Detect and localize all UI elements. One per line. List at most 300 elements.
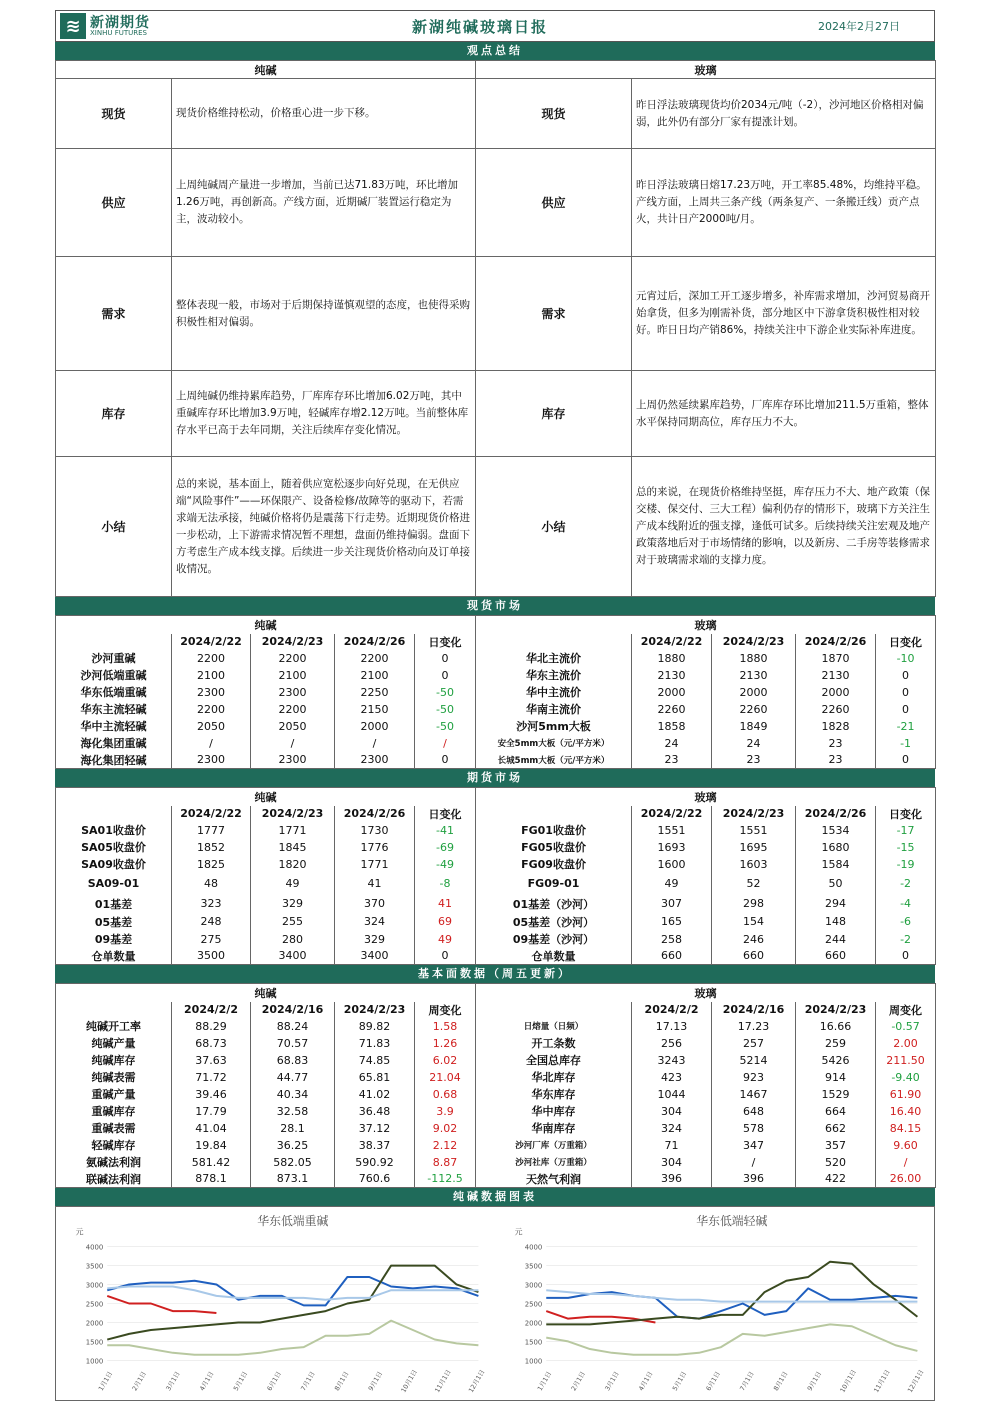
column-header: 2024/2/26 [335,634,415,650]
row-name: 安全5mm大板（元/平方米） [476,735,632,752]
chart-x-tick: 7月1日 [738,1370,756,1393]
table-row [56,895,936,913]
row-name: 09基差 [56,931,172,948]
column-header-blank [476,634,632,650]
row-name: 天然气利润 [476,1171,632,1188]
column-header: 2024/2/22 [172,806,251,822]
cell-value: 1777 [172,822,251,839]
cell-value: 74.85 [335,1052,415,1069]
cell-value: 1870 [796,650,876,667]
cell-value: 2130 [632,667,712,684]
cell-value: 1820 [251,856,335,873]
cell-value: 578 [712,1120,796,1137]
change-value: -8 [415,873,476,895]
row-name: 纯碱库存 [56,1052,172,1069]
chart-y-tick: 3000 [85,1281,104,1290]
spot-table [55,615,936,769]
summary-label: 供应 [476,149,632,257]
column-header: 2024/2/23 [712,634,796,650]
cell-value: 2000 [632,684,712,701]
chart-x-tick: 8月1日 [771,1370,790,1393]
column-header: 2024/2/22 [632,634,712,650]
cell-value: 24 [632,735,712,752]
cell-value: 49 [632,873,712,895]
cell-value: 2200 [251,701,335,718]
logo-name-cn: 新湖期货 [90,14,150,31]
row-name: 华中库存 [476,1103,632,1120]
column-header: 日变化 [415,806,476,822]
cell-value: 2000 [712,684,796,701]
cell-value: 422 [796,1171,876,1188]
cell-value: 1730 [335,822,415,839]
cell-value: 873.1 [251,1171,335,1188]
cell-value: 2200 [172,650,251,667]
change-value: 69 [415,913,476,931]
cell-value: 257 [712,1035,796,1052]
fundamentals-table [55,983,936,1188]
summary-text: 现货价格维持松动，价格重心进一步下移。 [172,79,476,149]
cell-value: 17.79 [172,1103,251,1120]
summary-label: 需求 [56,257,172,371]
row-name: 05基差 [56,913,172,931]
cell-value: 347 [712,1137,796,1154]
cell-value: 1603 [712,856,796,873]
cell-value: 2130 [712,667,796,684]
row-name: SA09收盘价 [56,856,172,873]
cell-value: 19.84 [172,1137,251,1154]
cell-value: 3400 [251,948,335,965]
cell-value: 1600 [632,856,712,873]
summary-label: 小结 [56,457,172,597]
chart-y-tick: 2500 [85,1300,104,1309]
cell-value: 396 [632,1171,712,1188]
row-name: 华东主流价 [476,667,632,684]
cell-value: 24 [712,735,796,752]
summary-text: 上周纯碱周产量进一步增加，当前已达71.83万吨，环比增加1.26万吨，再创新高。产线方面，近期碱厂装置运行稳定为主，波动较小。 [172,149,476,257]
cell-value: 3500 [172,948,251,965]
column-header: 2024/2/16 [251,1002,335,1018]
cell-value: 664 [796,1103,876,1120]
row-name: 华北主流价 [476,650,632,667]
cell-value: 423 [632,1069,712,1086]
table-row [56,1018,936,1035]
cell-value: 760.6 [335,1171,415,1188]
cell-value: 28.1 [251,1120,335,1137]
row-name: 华东库存 [476,1086,632,1103]
cell-value: 1776 [335,839,415,856]
row-name: 海化集团重碱 [56,735,172,752]
summary-label: 需求 [476,257,632,371]
cell-value: 23 [632,752,712,769]
row-name: 华南库存 [476,1120,632,1137]
column-header: 周变化 [876,1002,936,1018]
column-header-blank [476,806,632,822]
cell-value: 2050 [172,718,251,735]
row-name: 日熔量（日频） [476,1018,632,1035]
table-row [56,931,936,948]
row-name: 09基差（沙河） [476,931,632,948]
table-row [56,1069,936,1086]
cell-value: 357 [796,1137,876,1154]
column-header: 2024/2/22 [632,806,712,822]
cell-value: 255 [251,913,335,931]
cell-value: 1551 [712,822,796,839]
cell-value: 39.46 [172,1086,251,1103]
cell-value: 259 [796,1035,876,1052]
change-value: 8.87 [415,1154,476,1171]
row-name: SA01收盘价 [56,822,172,839]
change-value: -2 [876,873,936,895]
table-row [56,684,936,701]
table-row [56,948,936,965]
summary-label: 小结 [476,457,632,597]
change-value: 49 [415,931,476,948]
summary-label: 现货 [476,79,632,149]
chart-x-tick: 2月1日 [130,1370,148,1393]
change-value: 211.50 [876,1052,936,1069]
column-header: 2024/2/2 [632,1002,712,1018]
cell-value: 49 [251,873,335,895]
change-value: 0 [415,667,476,684]
cell-value: 2200 [335,650,415,667]
table-row [56,1086,936,1103]
cell-value: 1771 [251,822,335,839]
section-fundamentals: 基本面数据（周五更新） [55,965,935,983]
column-header-blank [56,634,172,650]
cell-value: 1828 [796,718,876,735]
column-header: 2024/2/26 [796,806,876,822]
row-name: FG05收盘价 [476,839,632,856]
row-name: 全国总库存 [476,1052,632,1069]
cell-value: 3243 [632,1052,712,1069]
table-side-title: 纯碱 [56,616,476,634]
change-value: 84.15 [876,1120,936,1137]
cell-value: 2300 [172,752,251,769]
row-name: FG09收盘价 [476,856,632,873]
chart-x-tick: 5月1日 [231,1370,250,1393]
row-name: FG01收盘价 [476,822,632,839]
summary-left-title: 纯碱 [56,61,476,79]
change-value: 16.40 [876,1103,936,1120]
change-value: -69 [415,839,476,856]
column-header-blank [476,1002,632,1018]
chart-x-tick: 7月1日 [299,1370,317,1393]
cell-value: 923 [712,1069,796,1086]
cell-value: 41.04 [172,1120,251,1137]
row-name: 华东低端重碱 [56,684,172,701]
cell-value: 662 [796,1120,876,1137]
cell-value: 582.05 [251,1154,335,1171]
summary-label: 库存 [476,371,632,457]
row-name: SA05收盘价 [56,839,172,856]
cell-value: 16.66 [796,1018,876,1035]
cell-value: 520 [796,1154,876,1171]
chart-y-tick: 3500 [85,1262,104,1271]
chart-x-tick: 10月1日 [399,1368,419,1395]
cell-value: 2100 [251,667,335,684]
chart-y-tick: 4000 [85,1243,104,1252]
cell-value: 3400 [335,948,415,965]
chart-y-tick: 2000 [85,1319,104,1328]
cell-value: 396 [712,1171,796,1188]
cell-value: 68.83 [251,1052,335,1069]
cell-value: 2300 [335,752,415,769]
table-row [56,856,936,873]
cell-value: 878.1 [172,1171,251,1188]
cell-value: 70.57 [251,1035,335,1052]
cell-value: 17.23 [712,1018,796,1035]
report-page [55,10,935,1401]
change-value: 61.90 [876,1086,936,1103]
summary-label: 库存 [56,371,172,457]
table-row [56,1137,936,1154]
cell-value: 1858 [632,718,712,735]
chart-y-tick: 3500 [524,1262,543,1271]
chart-series-line [107,1266,478,1340]
summary-label: 现货 [56,79,172,149]
cell-value: 324 [632,1120,712,1137]
chart-x-tick: 11月1日 [433,1368,453,1395]
cell-value: 23 [796,752,876,769]
change-value: -15 [876,839,936,856]
cell-value: 36.48 [335,1103,415,1120]
change-value: / [876,1154,936,1171]
change-value: 0 [876,752,936,769]
table-row [56,1120,936,1137]
cell-value: / [251,735,335,752]
cell-value: 41 [335,873,415,895]
change-value: -50 [415,718,476,735]
chart-y-tick: 1000 [85,1357,104,1366]
change-value: 0 [876,948,936,965]
cell-value: 2200 [251,650,335,667]
change-value: -49 [415,856,476,873]
cell-value: 2300 [251,684,335,701]
company-logo [56,13,176,39]
cell-value: 23 [712,752,796,769]
change-value: -21 [876,718,936,735]
cell-value: 2000 [335,718,415,735]
change-value: -9.40 [876,1069,936,1086]
change-value: 2.12 [415,1137,476,1154]
cell-value: 44.77 [251,1069,335,1086]
change-value: 0 [415,650,476,667]
cell-value: 648 [712,1103,796,1120]
report-header [55,10,935,42]
logo-name-en: XINHU FUTURES [90,28,147,37]
change-value: / [415,735,476,752]
change-value: 0 [876,701,936,718]
row-name: 联碱法利润 [56,1171,172,1188]
charts-panel [55,1206,935,1401]
row-name: 沙河低端重碱 [56,667,172,684]
logo-icon: ≋ [60,13,86,39]
table-side-title: 玻璃 [476,616,936,634]
cell-value: 1849 [712,718,796,735]
chart-y-tick: 1500 [524,1338,543,1347]
summary-label: 供应 [56,149,172,257]
table-row [56,1052,936,1069]
change-value: -17 [876,822,936,839]
change-value: 21.04 [415,1069,476,1086]
cell-value: 323 [172,895,251,913]
chart-x-tick: 11月1日 [872,1368,892,1395]
cell-value: 52 [712,873,796,895]
row-name: 仓单数量 [476,948,632,965]
table-row [56,913,936,931]
column-header: 日变化 [415,634,476,650]
cell-value: 2250 [335,684,415,701]
cell-value: 40.34 [251,1086,335,1103]
cell-value: 1551 [632,822,712,839]
column-header: 日变化 [876,634,936,650]
row-name: 重碱表需 [56,1120,172,1137]
cell-value: 2100 [335,667,415,684]
column-header-blank [56,806,172,822]
cell-value: 1467 [712,1086,796,1103]
chart-x-tick: 1月1日 [535,1370,554,1393]
cell-value: 38.37 [335,1137,415,1154]
change-value: -4 [876,895,936,913]
change-value: 1.58 [415,1018,476,1035]
row-name: 01基差 [56,895,172,913]
chart-x-tick: 4月1日 [637,1370,655,1393]
cell-value: / [172,735,251,752]
chart-y-tick: 1500 [85,1338,104,1347]
column-header: 2024/2/23 [251,806,335,822]
table-side-title: 纯碱 [56,984,476,1002]
section-futures: 期货市场 [55,769,935,787]
chart-x-tick: 12月1日 [905,1368,926,1395]
row-name: 重碱库存 [56,1103,172,1120]
change-value: 3.9 [415,1103,476,1120]
cell-value: 298 [712,895,796,913]
cell-value: / [335,735,415,752]
summary-text: 总的来说，基本面上，随着供应宽松逐步向好兑现，在无供应端“风险事件”——环保限产、设备检修/故障等的驱动下，若需求端无法承接，纯碱价格将仍是震荡下行走势。近期现货价格进一步松动，上下游需求情况暂不理想，盘面仍维持偏弱。盘面下方考虑生产成本线支撑。后续进一步关注现货价格动向及订单接收情况。 [172,457,476,597]
table-side-title: 玻璃 [476,788,936,806]
summary-text: 上周纯碱仍维持累库趋势，厂库库存环比增加6.02万吨，其中重碱库存环比增加3.9万吨，轻碱库存增2.12万吨。当前整体库存水平已高于去年同期，关注后续库存变化情况。 [172,371,476,457]
change-value: 1.26 [415,1035,476,1052]
table-row [56,822,936,839]
cell-value: 1695 [712,839,796,856]
cell-value: 244 [796,931,876,948]
cell-value: 1880 [632,650,712,667]
column-header: 2024/2/22 [172,634,251,650]
change-value: -0.57 [876,1018,936,1035]
change-value: 9.02 [415,1120,476,1137]
change-value: 0 [415,948,476,965]
cell-value: 1825 [172,856,251,873]
cell-value: 32.58 [251,1103,335,1120]
column-header-blank [56,1002,172,1018]
column-header: 日变化 [876,806,936,822]
cell-value: 307 [632,895,712,913]
row-name: 华东主流轻碱 [56,701,172,718]
column-header: 2024/2/2 [172,1002,251,1018]
summary-text: 上周仍然延续累库趋势，厂库库存环比增加211.5万重箱，整体水平保持同期高位，库存压力不大。 [632,371,936,457]
cell-value: 275 [172,931,251,948]
table-row [56,650,936,667]
cell-value: 1044 [632,1086,712,1103]
chart-series-line [546,1290,917,1301]
row-name: 沙河5mm大板 [476,718,632,735]
change-value: 6.02 [415,1052,476,1069]
chart-light-soda [495,1207,934,1400]
cell-value: 71 [632,1137,712,1154]
cell-value: 71.72 [172,1069,251,1086]
row-name: 沙河社库（万重箱） [476,1154,632,1171]
cell-value: 1680 [796,839,876,856]
cell-value: 2130 [796,667,876,684]
summary-table [55,60,936,597]
row-name: 纯碱开工率 [56,1018,172,1035]
cell-value: 2100 [172,667,251,684]
column-header: 2024/2/23 [712,806,796,822]
summary-text: 整体表现一般，市场对于后期保持谨慎观望的态度，也使得采购积极性相对偏弱。 [172,257,476,371]
cell-value: 914 [796,1069,876,1086]
chart-x-tick: 1月1日 [96,1370,115,1393]
cell-value: 65.81 [335,1069,415,1086]
table-row [56,735,936,752]
chart-x-tick: 9月1日 [805,1370,824,1393]
cell-value: 89.82 [335,1018,415,1035]
cell-value: 2050 [251,718,335,735]
cell-value: / [712,1154,796,1171]
chart-y-tick: 2500 [524,1300,543,1309]
cell-value: 370 [335,895,415,913]
cell-value: 294 [796,895,876,913]
row-name: 沙河重碱 [56,650,172,667]
cell-value: 71.83 [335,1035,415,1052]
table-row [56,752,936,769]
change-value: 0 [876,684,936,701]
futures-table [55,787,936,965]
column-header: 2024/2/23 [796,1002,876,1018]
row-name: 轻碱库存 [56,1137,172,1154]
cell-value: 1534 [796,822,876,839]
change-value: -10 [876,650,936,667]
cell-value: 1880 [712,650,796,667]
row-name: 仓单数量 [56,948,172,965]
cell-value: 246 [712,931,796,948]
row-name: 沙河厂库（万重箱） [476,1137,632,1154]
cell-value: 248 [172,913,251,931]
change-value: -41 [415,822,476,839]
row-name: 华中主流轻碱 [56,718,172,735]
cell-value: 36.25 [251,1137,335,1154]
row-name: 开工条数 [476,1035,632,1052]
chart-x-tick: 4月1日 [198,1370,216,1393]
row-name: 纯碱产量 [56,1035,172,1052]
cell-value: 1845 [251,839,335,856]
row-name: 华北库存 [476,1069,632,1086]
cell-value: 2260 [632,701,712,718]
chart-y-unit: 元 [514,1227,523,1237]
column-header: 2024/2/16 [712,1002,796,1018]
change-value: 9.60 [876,1137,936,1154]
cell-value: 148 [796,913,876,931]
report-title: 新湖纯碱玻璃日报 [411,17,548,36]
column-header: 周变化 [415,1002,476,1018]
table-row [56,701,936,718]
cell-value: 256 [632,1035,712,1052]
chart-x-tick: 9月1日 [366,1370,385,1393]
cell-value: 2300 [251,752,335,769]
cell-value: 2260 [796,701,876,718]
cell-value: 5426 [796,1052,876,1069]
row-name: 05基差（沙河） [476,913,632,931]
row-name: 海化集团轻碱 [56,752,172,769]
